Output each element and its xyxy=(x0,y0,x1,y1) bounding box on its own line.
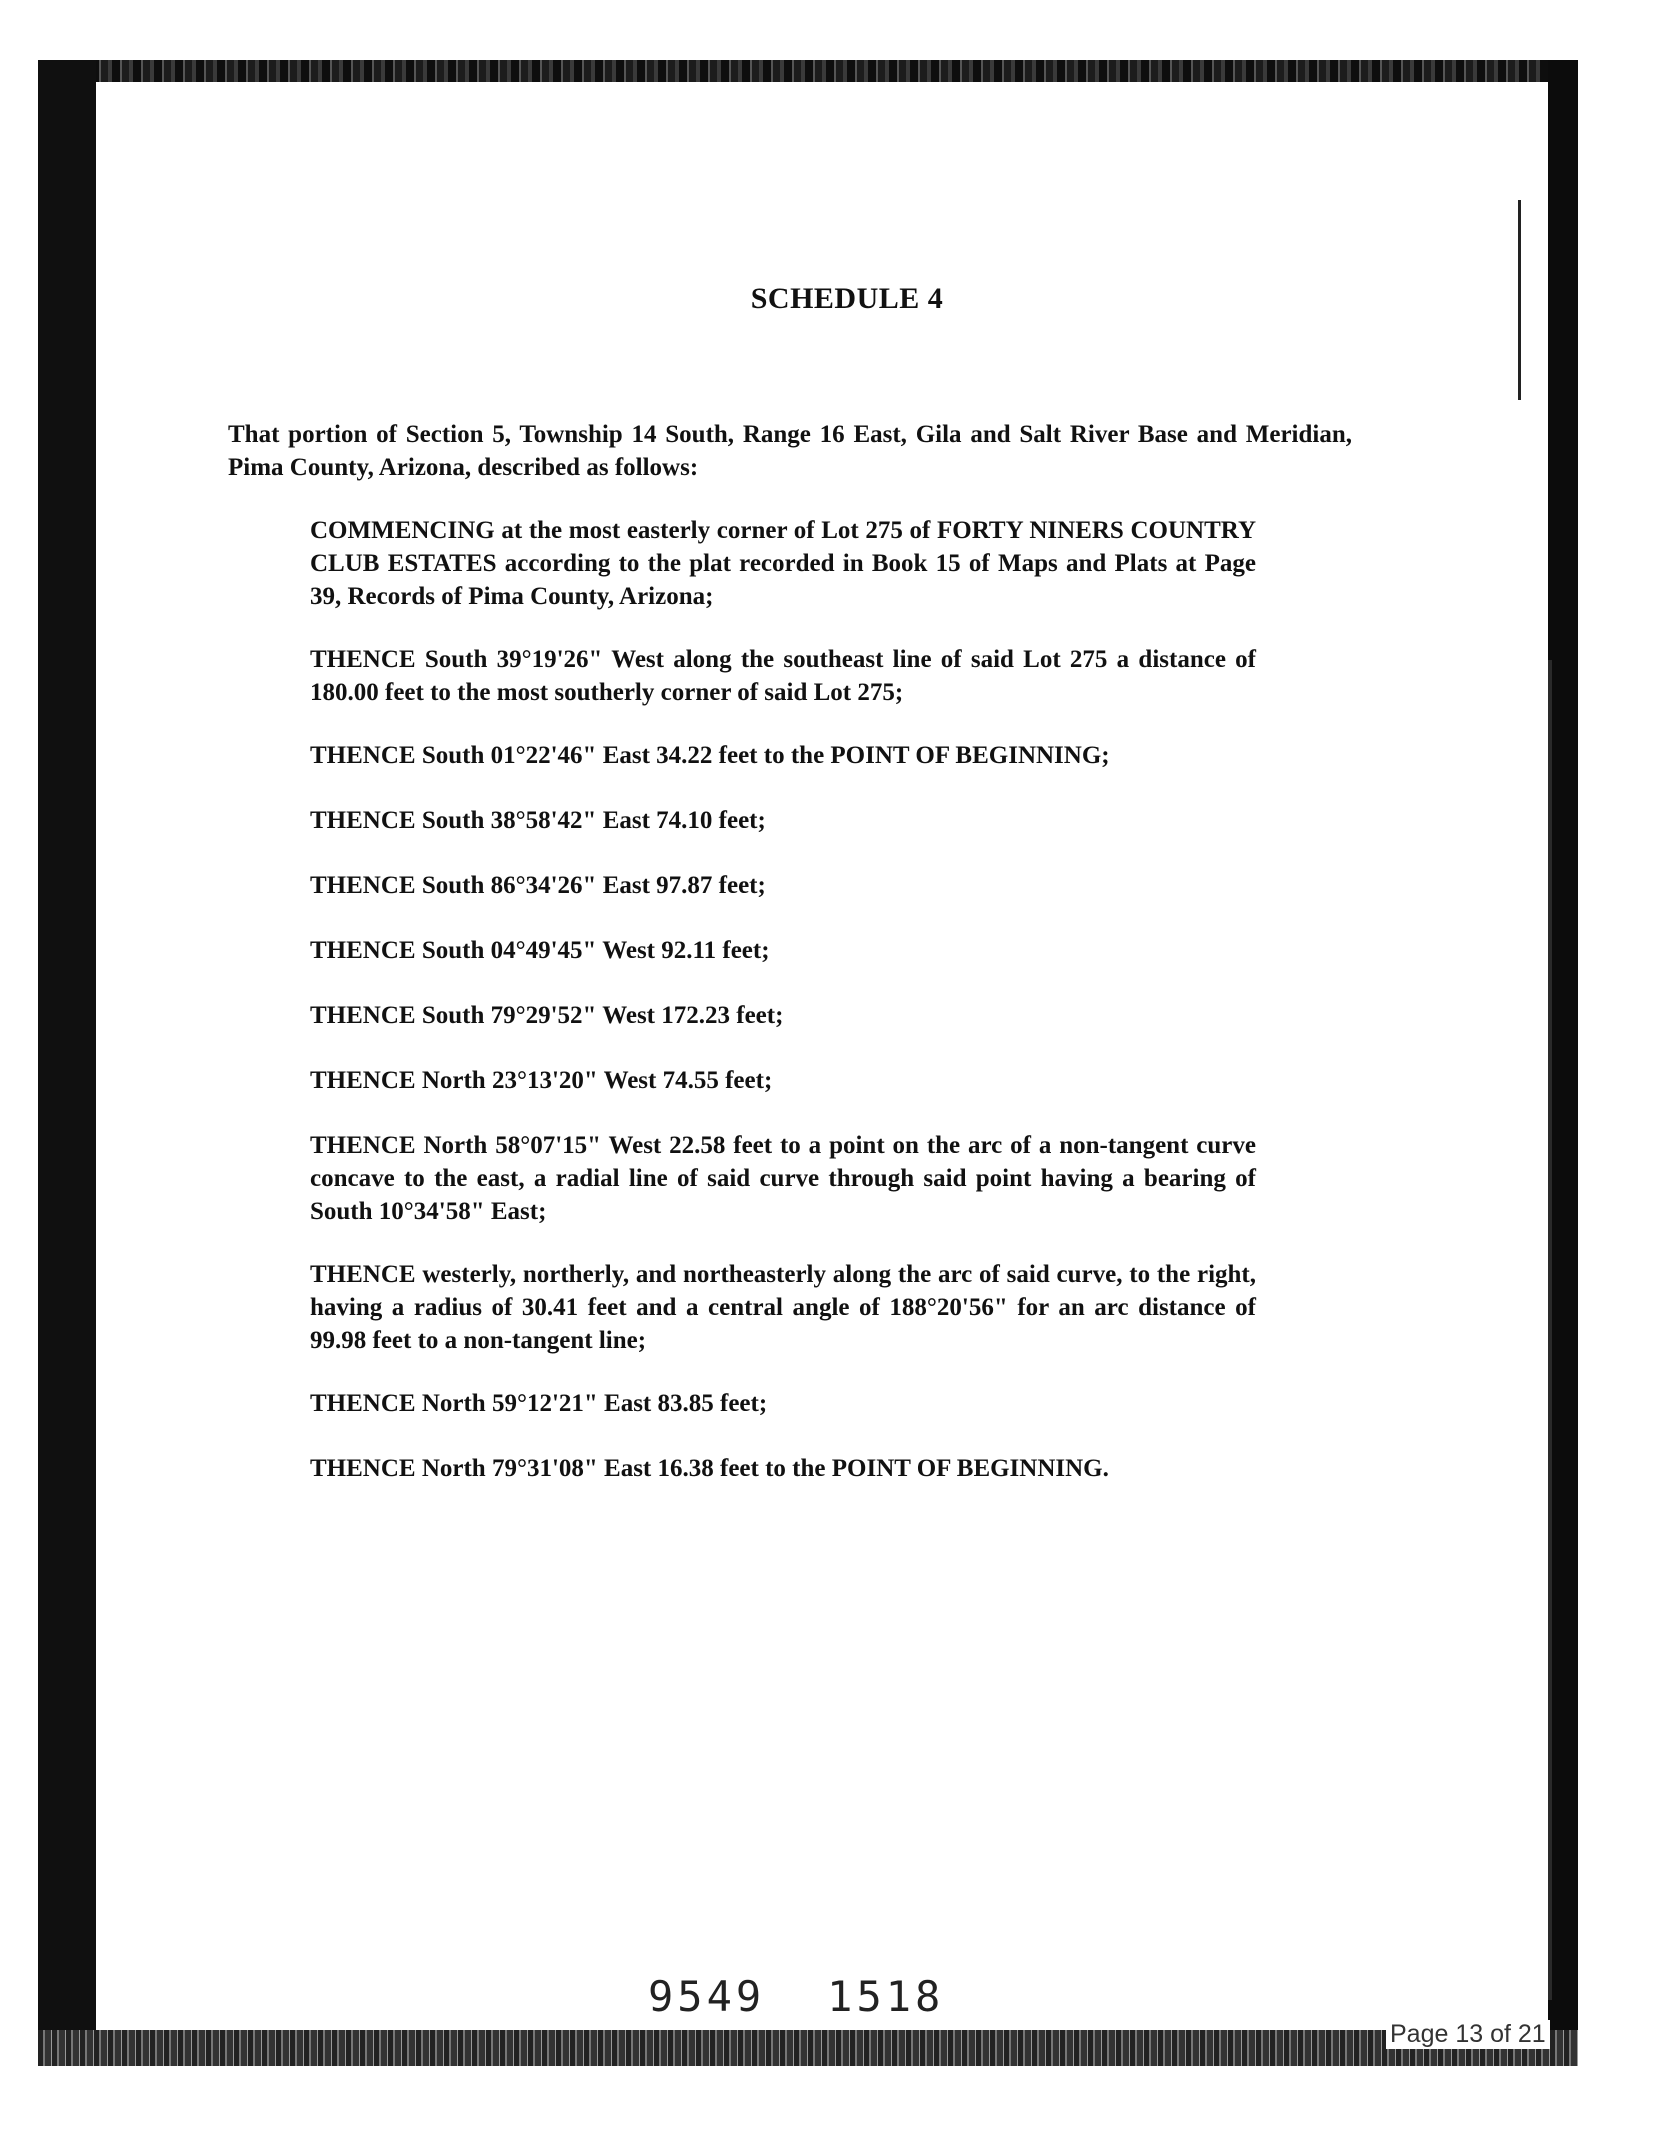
schedule-title: SCHEDULE 4 xyxy=(750,282,944,315)
scan-border-top xyxy=(38,60,1578,82)
intro-paragraph: That portion of Section 5, Township 14 South, Range 16 East, Gila and Salt River Base and Meridian, Pima County, Arizona, described as follows: xyxy=(228,421,1352,481)
scan-border-right xyxy=(1548,60,1578,2048)
bates-number xyxy=(648,1972,1006,2021)
course-4: THENCE South 38°58'42" East 74.10 feet; xyxy=(310,807,766,834)
course-9: THENCE North 58°07'15" West 22.58 feet to a point on the arc of a non-tangent curve concave to the east, a radial line of said curve through said point having a bearing of South 10°34'58" East; xyxy=(310,1132,1256,1225)
course-11: THENCE North 59°12'21" East 83.85 feet; xyxy=(310,1390,768,1417)
course-10: THENCE westerly, northerly, and northeasterly along the arc of said curve, to the right, having a radius of 30.41 feet and a central angle of 188°20'56" for an arc distance of 99.98 feet to a non-tangent line; xyxy=(310,1261,1256,1354)
bates-page: 1518 xyxy=(827,1972,945,2021)
bates-book: 9549 xyxy=(648,1972,766,2021)
course-8: THENCE North 23°13'20" West 74.55 feet; xyxy=(310,1067,773,1094)
course-commencing: COMMENCING at the most easterly corner of Lot 275 of FORTY NINERS COUNTRY CLUB ESTATES according to the plat recorded in Book 15 of Maps and Plats at Page 39, Records of Pima County, Arizona; xyxy=(310,517,1256,610)
course-3: THENCE South 01°22'46" East 34.22 feet to the POINT OF BEGINNING; xyxy=(310,742,1110,769)
course-6: THENCE South 04°49'45" West 92.11 feet; xyxy=(310,937,770,964)
course-12: THENCE North 79°31'08" East 16.38 feet to the POINT OF BEGINNING. xyxy=(310,1455,1109,1482)
legal-description-courses xyxy=(310,514,1256,1517)
page-number: Page 13 of 21 xyxy=(1386,2020,1550,2049)
course-7: THENCE South 79°29'52" West 172.23 feet; xyxy=(310,1002,784,1029)
scan-border-bottom xyxy=(38,2030,1578,2066)
scan-border-left xyxy=(38,60,96,2048)
course-2: THENCE South 39°19'26" West along the southeast line of said Lot 275 a distance of 180.00 feet to the most southerly corner of said Lot 275; xyxy=(310,646,1256,706)
course-5: THENCE South 86°34'26" East 97.87 feet; xyxy=(310,872,766,899)
